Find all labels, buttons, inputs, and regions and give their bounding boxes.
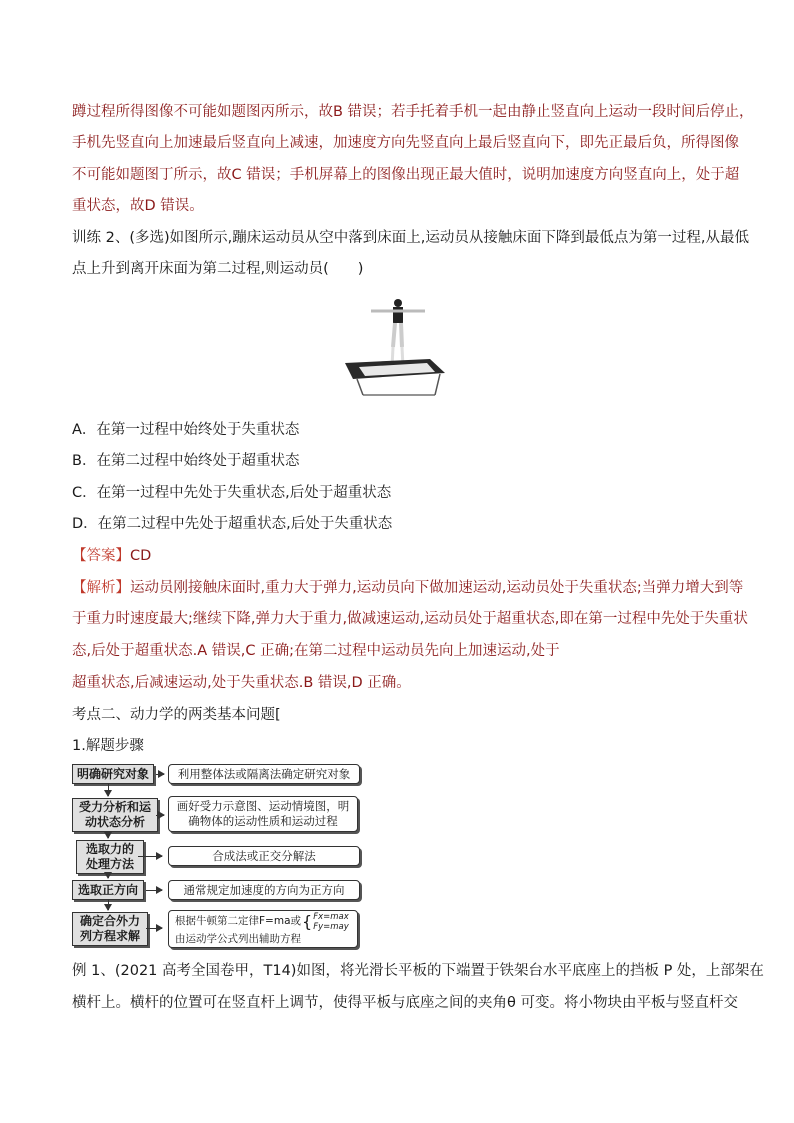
newton-law-text: 根据牛顿第二定律F=ma或	[175, 915, 301, 927]
arrow-down-4	[108, 900, 109, 910]
analysis-line3: 态,后处于超重状态.A 错误,C 正确;在第二过程中运动员先向上加速运动,处于	[72, 643, 560, 659]
answer	[72, 546, 151, 566]
option-a: A．在第一过程中始终处于失重状态	[72, 422, 300, 438]
arrow-right-4	[146, 890, 162, 891]
flow-desc-3: 合成法或正交分解法	[168, 846, 360, 866]
flow-step-5: 确定合外力列方程求解	[72, 912, 148, 946]
arrow-right-1	[156, 774, 164, 775]
trampoline-figure	[335, 295, 455, 405]
answer-tag: 【答案】	[72, 548, 130, 564]
flow-desc-5: 根据牛顿第二定律F=ma或 { Fx=max Fy=may 由运动学公式列出辅助方程	[168, 910, 358, 948]
analysis-line2: 于重力时速度最大;继续下降,弹力大于重力,做减速运动,运动员处于超重状态,即在第一过程中先处于失重状	[72, 611, 748, 627]
flow-desc-1: 利用整体法或隔离法确定研究对象	[168, 764, 360, 784]
flow-desc-2: 画好受力示意图、运动情境图，明确物体的运动性质和运动过程	[168, 796, 358, 832]
fx-equation: Fx=max	[313, 911, 349, 922]
answer-value: CD	[130, 548, 152, 564]
solution-steps-flowchart	[70, 760, 370, 956]
flow-step-2: 受力分析和运动状态分析	[72, 798, 158, 832]
arrow-right-5	[146, 928, 162, 929]
kinematics-text: 由运动学公式列出辅助方程	[175, 932, 301, 945]
example-line2: 横杆上。横杆的位置可在竖直杆上调节，使得平板与底座之间的夹角θ 可变。将小物块由平板与竖直杆交	[72, 995, 738, 1011]
para1-line2: 手机先竖直向上加速最后竖直向上减速，加速度方向先竖直向上最后竖直向下，即先正最后负，所得图像	[72, 135, 739, 151]
arrow-right-3	[138, 856, 162, 857]
arrow-down-1	[108, 784, 109, 796]
example-line1: 例 1、(2021 高考全国卷甲，T14)如图，将光滑长平板的下端置于铁架台水平底座上的挡板 P 处，上部架在	[72, 963, 764, 979]
flow-step-1: 明确研究对象	[72, 764, 154, 784]
option-c: C．在第一过程中先处于失重状态,后处于超重状态	[72, 485, 392, 501]
question-line2: 点上升到离开床面为第二过程,则运动员( )	[72, 261, 364, 277]
arrow-right-2	[156, 815, 164, 816]
analysis-text1: 运动员刚接触床面时,重力大于弹力,运动员向下做加速运动,运动员处于失重状态;当弹力增大到等	[130, 580, 744, 596]
para1-line3: 不可能如题图丁所示，故C 错误；手机屏幕上的图像出现正最大值时，说明加速度方向竖直向上，处于超	[72, 167, 740, 183]
para1-line4: 重状态，故D 错误。	[72, 198, 204, 214]
para1-line1: 蹲过程所得图像不可能如题图丙所示，故B 错误；若手托着手机一起由静止竖直向上运动一段时间后停止，	[72, 104, 754, 120]
question-line1: 训练 2、(多选)如图所示,蹦床运动员从空中落到床面上,运动员从接触床面下降到最低点为第一过程,从最低	[72, 230, 749, 246]
option-b: B．在第二过程中始终处于超重状态	[72, 453, 300, 469]
arrow-down-2	[108, 832, 109, 838]
analysis-tag: 【解析】	[72, 580, 130, 596]
flow-desc-4: 通常规定加速度的方向为正方向	[168, 880, 360, 900]
flow-step-3: 选取力的处理方法	[76, 840, 144, 874]
option-d: D．在第二过程中先处于超重状态,后处于失重状态	[72, 516, 393, 532]
steps-title: 1.解题步骤	[72, 738, 144, 754]
fy-equation: Fy=may	[313, 921, 349, 932]
analysis-line4: 超重状态,后减速运动,处于失重状态.B 错误,D 正确。	[72, 675, 411, 691]
analysis-line1	[72, 578, 743, 598]
arrow-down-3	[108, 874, 109, 878]
flow-step-4: 选取正方向	[72, 880, 144, 900]
section-heading: 考点二、动力学的两类基本问题[	[72, 707, 281, 723]
